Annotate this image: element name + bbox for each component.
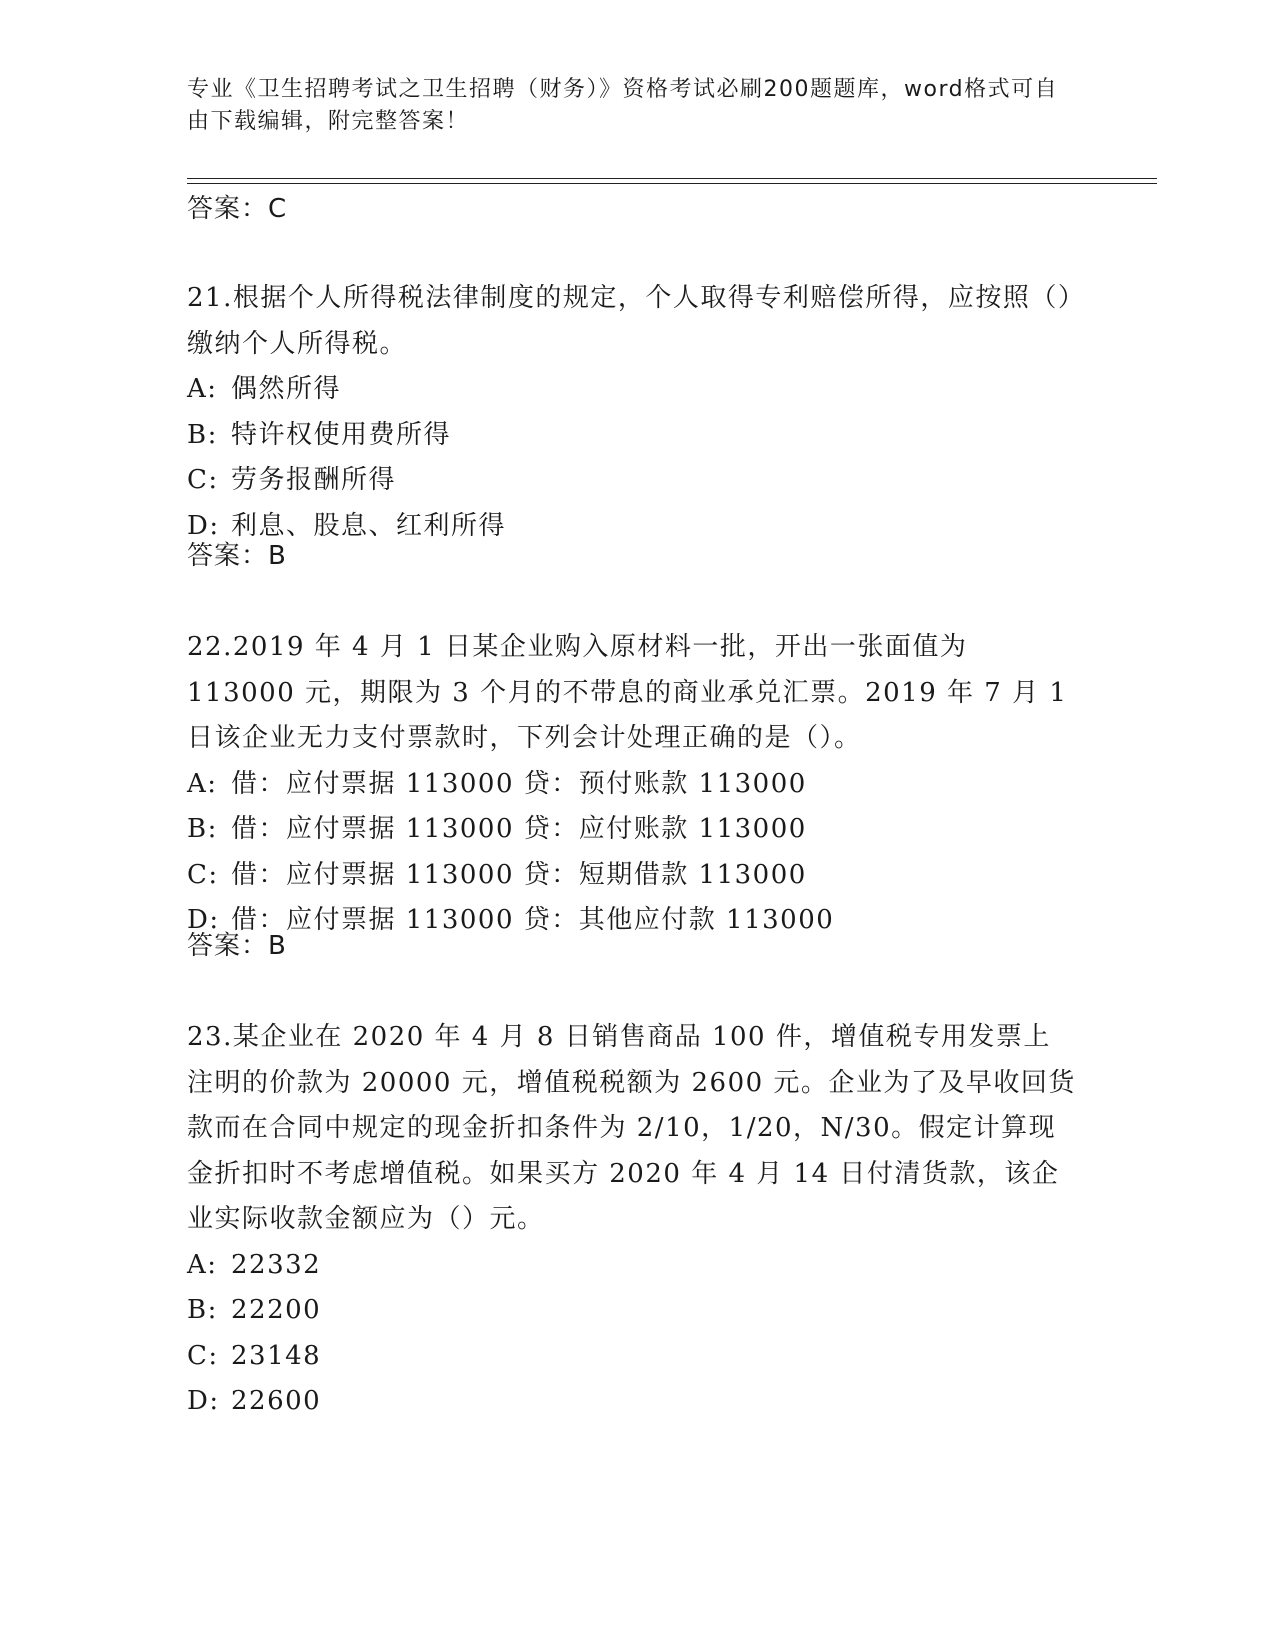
- option-letter: D:: [187, 1386, 220, 1416]
- option-text: 借：应付票据 113000 贷：预付账款 113000: [231, 768, 807, 799]
- header-divider-bottom: [187, 183, 1157, 184]
- option-text: 22200: [231, 1295, 322, 1325]
- option-b: [187, 1288, 1077, 1334]
- option-letter: D:: [187, 905, 220, 935]
- question-stem: 23.某企业在 2020 年 4 月 8 日销售商品 100 件，增值税专用发票上注明的价款为 20000 元，增值税税额为 2600 元。企业为了及早收回货款而在合同中规定的现金折扣条件为 2/10，1/20，N/30。假定计算现金折扣时不考虑增值税。如果买方 2020 年 4 月 14 日付清货款，该企业实际收款金额应为（）元。: [187, 1022, 1076, 1234]
- option-d: [187, 504, 1077, 550]
- option-text: 特许权使用费所得: [231, 419, 452, 450]
- option-letter: B:: [187, 1295, 218, 1325]
- option-d: [187, 898, 1077, 944]
- option-letter: C:: [187, 465, 219, 495]
- option-a: [187, 367, 1077, 413]
- option-text: 借：应付票据 113000 贷：应付账款 113000: [231, 814, 807, 844]
- option-c: [187, 1334, 1077, 1380]
- option-b: [187, 413, 1077, 459]
- option-text: 22332: [231, 1249, 322, 1280]
- option-c: [187, 458, 1077, 504]
- option-text: 劳务报酬所得: [231, 465, 397, 495]
- option-letter: A:: [187, 1249, 218, 1280]
- answer-22: 答案：B: [187, 931, 287, 961]
- question-21: [187, 276, 1077, 549]
- option-text: 23148: [231, 1340, 322, 1371]
- option-b: [187, 807, 1077, 853]
- option-a: [187, 1243, 1077, 1289]
- option-c: [187, 853, 1077, 899]
- option-letter: D:: [187, 510, 220, 541]
- option-letter: A:: [187, 768, 218, 799]
- option-text: 偶然所得: [231, 374, 342, 404]
- option-letter: C:: [187, 1340, 219, 1371]
- document-header: 专业《卫生招聘考试之卫生招聘（财务）》资格考试必刷200题题库，word格式可自由下载编辑，附完整答案！: [187, 77, 1059, 134]
- header-divider-top: [187, 178, 1157, 179]
- question-stem: 21.根据个人所得税法律制度的规定，个人取得专利赔偿所得，应按照（）缴纳个人所得税。: [187, 283, 1073, 359]
- option-text: 22600: [231, 1386, 322, 1416]
- previous-answer: 答案：C: [187, 194, 288, 224]
- answer-21: 答案：B: [187, 541, 287, 571]
- question-23: [187, 1015, 1077, 1425]
- option-text: 借：应付票据 113000 贷：短期借款 113000: [231, 859, 807, 890]
- option-text: 借：应付票据 113000 贷：其他应付款 113000: [231, 905, 835, 935]
- option-letter: C:: [187, 859, 219, 890]
- option-d: [187, 1379, 1077, 1425]
- question-22: [187, 625, 1077, 944]
- option-text: 利息、股息、红利所得: [231, 510, 507, 541]
- option-letter: B:: [187, 419, 218, 450]
- question-stem: 22.2019 年 4 月 1 日某企业购入原材料一批，开出一张面值为 113000 元，期限为 3 个月的不带息的商业承兑汇票。2019 年 7 月 1 日该企业无力支付票款时，下列会计处理正确的是（）。: [187, 632, 1068, 753]
- option-letter: A:: [187, 374, 218, 404]
- option-a: [187, 762, 1077, 808]
- option-letter: B:: [187, 814, 218, 844]
